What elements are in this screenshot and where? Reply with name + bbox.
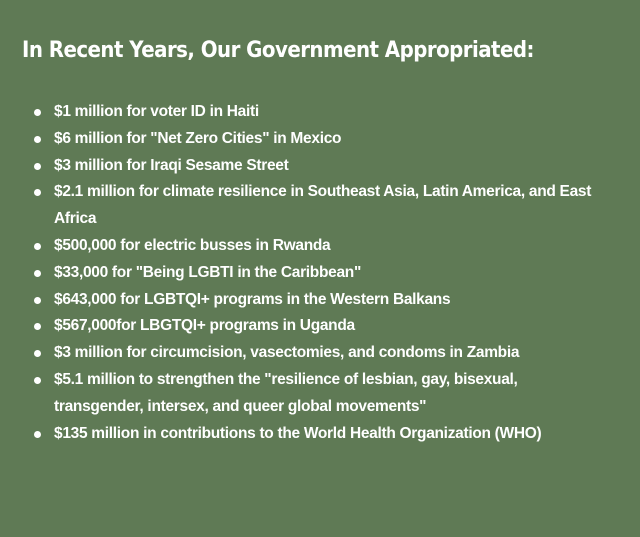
bullet-icon: [34, 377, 41, 384]
bullet-icon: [34, 431, 41, 438]
bullet-icon: [34, 163, 41, 170]
list-item: [32, 153, 632, 180]
bullet-icon: [34, 243, 41, 250]
list-item: [32, 340, 632, 367]
bullet-icon: [34, 350, 41, 357]
list-item-text: $5.1 million to strengthen the "resilience of lesbian, gay, bisexual, transgender, intersex, and queer global movements": [54, 370, 518, 415]
list-item: [32, 260, 632, 287]
list-item-text: $6 million for "Net Zero Cities" in Mexico: [54, 129, 342, 147]
list-item-text: $643,000 for LGBTQI+ programs in the Western Balkans: [54, 290, 451, 308]
bullet-icon: [34, 270, 41, 277]
list-item-text: $1 million for voter ID in Haiti: [54, 103, 259, 120]
bullet-icon: [34, 136, 41, 143]
list-item-text: $33,000 for "Being LGBTI in the Caribbean": [54, 263, 361, 281]
list-item-text: $2.1 million for climate resilience in Southeast Asia, Latin America, and East Africa: [54, 183, 592, 228]
bullet-icon: [34, 109, 41, 116]
list-item: [32, 233, 632, 260]
list-item: [32, 99, 632, 126]
list-item: [32, 179, 632, 233]
bullet-icon: [34, 323, 41, 330]
list-item-text: $500,000 for electric busses in Rwanda: [54, 236, 331, 254]
headline: In Recent Years, Our Government Appropriated:: [22, 38, 534, 63]
list-item-text: $3 million for Iraqi Sesame Street: [54, 156, 289, 174]
list-item-text: $3 million for circumcision, vasectomies, and condoms in Zambia: [54, 344, 520, 362]
bullet-icon: [34, 189, 41, 196]
list-item-text: $567,000for LBGTQI+ programs in Uganda: [54, 317, 355, 335]
list-item: [32, 287, 632, 314]
list-item: [32, 367, 632, 421]
list-item: [32, 126, 632, 153]
list-item: [32, 421, 632, 448]
list-item-text: $135 million in contributions to the World Health Organization (WHO): [54, 424, 542, 442]
list-item: [32, 313, 632, 340]
appropriations-list: [32, 99, 632, 447]
bullet-icon: [34, 297, 41, 304]
